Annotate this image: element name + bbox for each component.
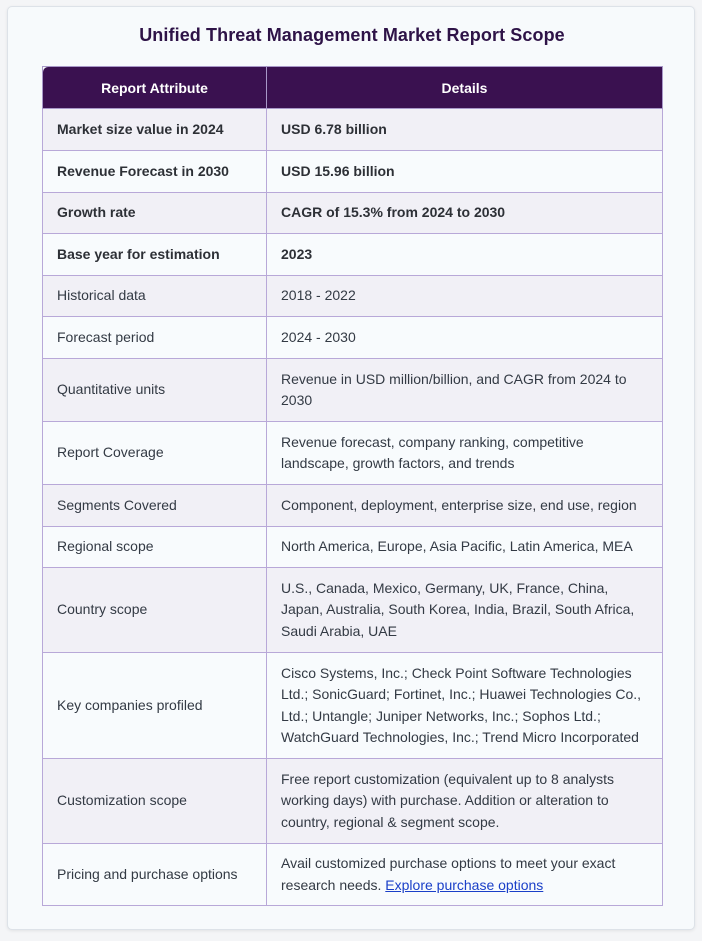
table-row (43, 193, 663, 234)
table-row (43, 359, 663, 422)
row-attribute: Regional scope (43, 527, 267, 568)
row-detail: North America, Europe, Asia Pacific, Latin America, MEA (267, 527, 663, 568)
report-scope-table (42, 66, 663, 906)
row-attribute: Pricing and purchase options (43, 844, 267, 906)
table-row (43, 485, 663, 527)
table-row (43, 653, 663, 759)
table-header-row (43, 67, 663, 109)
row-detail: Free report customization (equivalent up to 8 analysts working days) with purchase. Addition or alteration to country, regional & segment scope. (267, 759, 663, 844)
report-scope-card (7, 6, 695, 930)
row-detail: USD 15.96 billion (267, 151, 663, 193)
table-row (43, 317, 663, 359)
row-attribute: Growth rate (43, 193, 267, 234)
row-attribute: Report Coverage (43, 422, 267, 485)
row-attribute: Country scope (43, 568, 267, 653)
header-report-attribute: Report Attribute (43, 67, 267, 109)
table-row (43, 109, 663, 151)
row-attribute: Key companies profiled (43, 653, 267, 759)
row-detail: Revenue forecast, company ranking, competitive landscape, growth factors, and trends (267, 422, 663, 485)
table-row (43, 422, 663, 485)
row-detail: Component, deployment, enterprise size, end use, region (267, 485, 663, 527)
row-attribute: Segments Covered (43, 485, 267, 527)
table-row (43, 276, 663, 317)
row-attribute: Historical data (43, 276, 267, 317)
row-detail: U.S., Canada, Mexico, Germany, UK, France, China, Japan, Australia, South Korea, India, Brazil, South Africa, Saudi Arabia, UAE (267, 568, 663, 653)
row-attribute: Customization scope (43, 759, 267, 844)
row-detail: USD 6.78 billion (267, 109, 663, 151)
table-row (43, 234, 663, 276)
table-row (43, 527, 663, 568)
row-attribute: Base year for estimation (43, 234, 267, 276)
row-attribute: Market size value in 2024 (43, 109, 267, 151)
header-details: Details (267, 67, 663, 109)
row-detail: CAGR of 15.3% from 2024 to 2030 (267, 193, 663, 234)
pricing-text: Avail customized purchase options to meet your exact research needs. (281, 855, 616, 893)
row-detail: 2024 - 2030 (267, 317, 663, 359)
row-attribute: Quantitative units (43, 359, 267, 422)
row-detail: 2018 - 2022 (267, 276, 663, 317)
row-detail: 2023 (267, 234, 663, 276)
row-attribute: Forecast period (43, 317, 267, 359)
row-detail: Revenue in USD million/billion, and CAGR from 2024 to 2030 (267, 359, 663, 422)
explore-purchase-options-link[interactable]: Explore purchase options (385, 876, 544, 893)
table-row (43, 759, 663, 844)
page-title: Unified Threat Management Market Report Scope (139, 25, 565, 45)
row-detail: Cisco Systems, Inc.; Check Point Software Technologies Ltd.; SonicGuard; Fortinet, Inc.; Huawei Technologies Co., Ltd.; Untangle; Juniper Networks, Inc.; Sophos Ltd.; WatchGuard Technologies, Inc.; Trend Micro Incorporated (267, 653, 663, 759)
table-row (43, 568, 663, 653)
row-detail (267, 844, 663, 906)
table-row (43, 151, 663, 193)
table-row (43, 844, 663, 906)
row-attribute: Revenue Forecast in 2030 (43, 151, 267, 193)
